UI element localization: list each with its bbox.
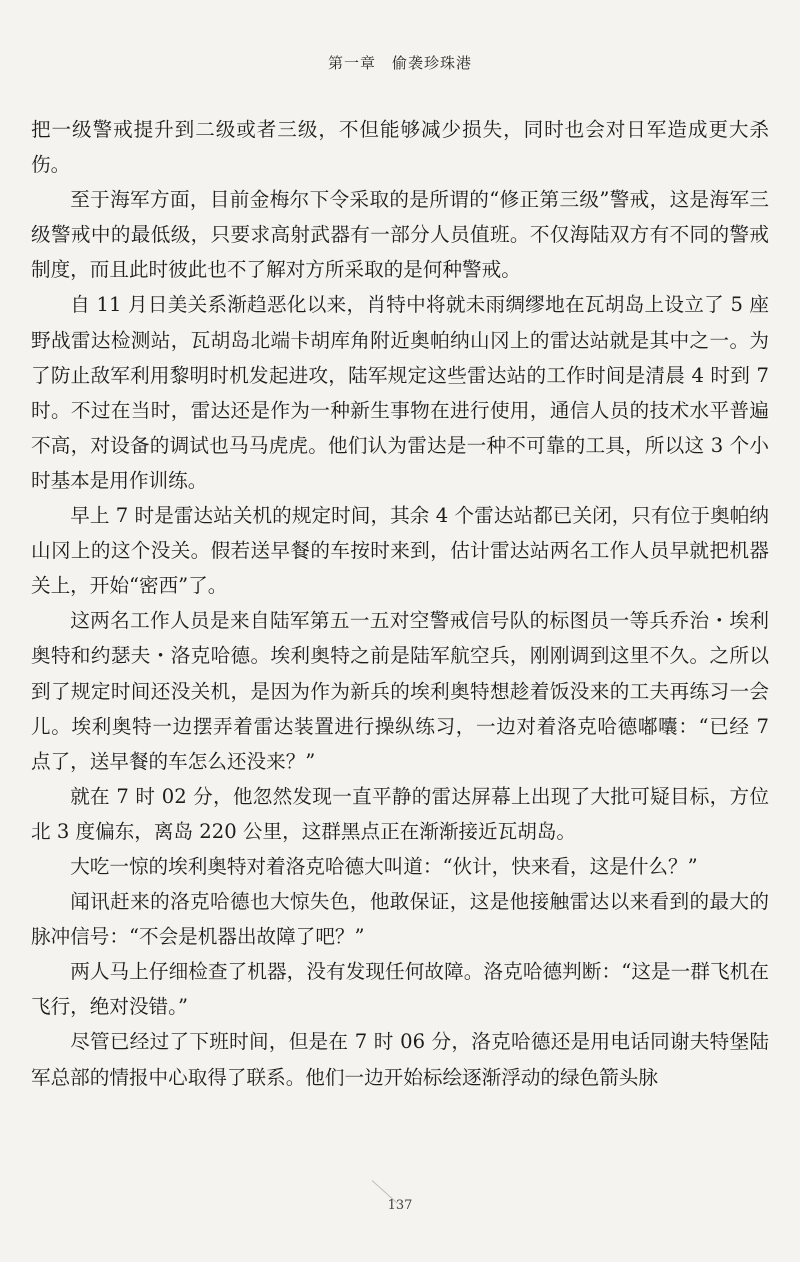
paragraph-7: 大吃一惊的埃利奥特对着洛克哈德大叫道：“伙计，快来看，这是什么？”	[70, 854, 698, 878]
paragraph-8: 闻讯赶来的洛克哈德也大惊失色，他敢保证，这是他接触雷达以来看到的最大的脉冲信号：“不会是机器出故障了吧？”	[31, 890, 769, 949]
paragraph-5: 这两名工作人员是来自陆军第五一五对空警戒信号队的标图员一等兵乔治・埃利奥特和约瑟夫・洛克哈德。埃利奥特之前是陆军航空兵，刚刚调到这里不久。之所以到了规定时间还没关机，是因为作为新兵的埃利奥特想趁着饭没来的工夫再练习一会儿。埃利奥特一边摆弄着雷达装置进行操纵练习，一边对着洛克哈德嘟囔：“已经 7 点了，送早餐的车怎么还没来？”	[31, 609, 769, 773]
paragraph-6: 就在 7 时 02 分，他忽然发现一直平静的雷达屏幕上出现了大批可疑目标，方位北 3 度偏东，离岛 220 公里，这群黑点正在渐渐接近瓦胡岛。	[31, 784, 769, 843]
paragraph-1: 把一级警戒提升到二级或者三级，不但能够减少损失，同时也会对日军造成更大杀伤。	[31, 118, 769, 177]
paragraph-2: 至于海军方面，目前金梅尔下令采取的是所谓的“修正第三级”警戒，这是海军三级警戒中的最低级，只要求高射武器有一部分人员值班。不仅海陆双方有不同的警戒制度，而且此时彼此也不了解对方所采取的是何种警戒。	[31, 188, 769, 282]
paragraph-9: 两人马上仔细检查了机器，没有发现任何故障。洛克哈德判断：“这是一群飞机在飞行，绝对没错。”	[31, 960, 769, 1019]
paragraph-3: 自 11 月日美关系渐趋恶化以来，肖特中将就未雨绸缪地在瓦胡岛上设立了 5 座野战雷达检测站，瓦胡岛北端卡胡库角附近奥帕纳山冈上的雷达站就是其中之一。为了防止敌军利用黎明时机发起进攻，陆军规定这些雷达站的工作时间是清晨 4 时到 7 时。不过在当时，雷达还是作为一种新生事物在进行使用，通信人员的技术水平普遍不高，对设备的调试也马马虎虎。他们认为雷达是一种不可靠的工具，所以这 3 个小时基本是用作训练。	[31, 293, 769, 492]
page-number: 137	[387, 1198, 413, 1213]
paragraph-10: 尽管已经过了下班时间，但是在 7 时 06 分，洛克哈德还是用电话同谢夫特堡陆军总部的情报中心取得了联系。他们一边开始标绘逐渐浮动的绿色箭头脉	[31, 1030, 769, 1089]
running-header: 第一章 偷袭珍珠港	[327, 54, 472, 72]
body-text	[31, 112, 769, 1095]
paragraph-4: 早上 7 时是雷达站关机的规定时间，其余 4 个雷达站都已关闭，只有位于奥帕纳山冈上的这个没关。假若送早餐的车按时来到，估计雷达站两名工作人员早就把机器关上，开始“密西”了。	[31, 504, 769, 598]
